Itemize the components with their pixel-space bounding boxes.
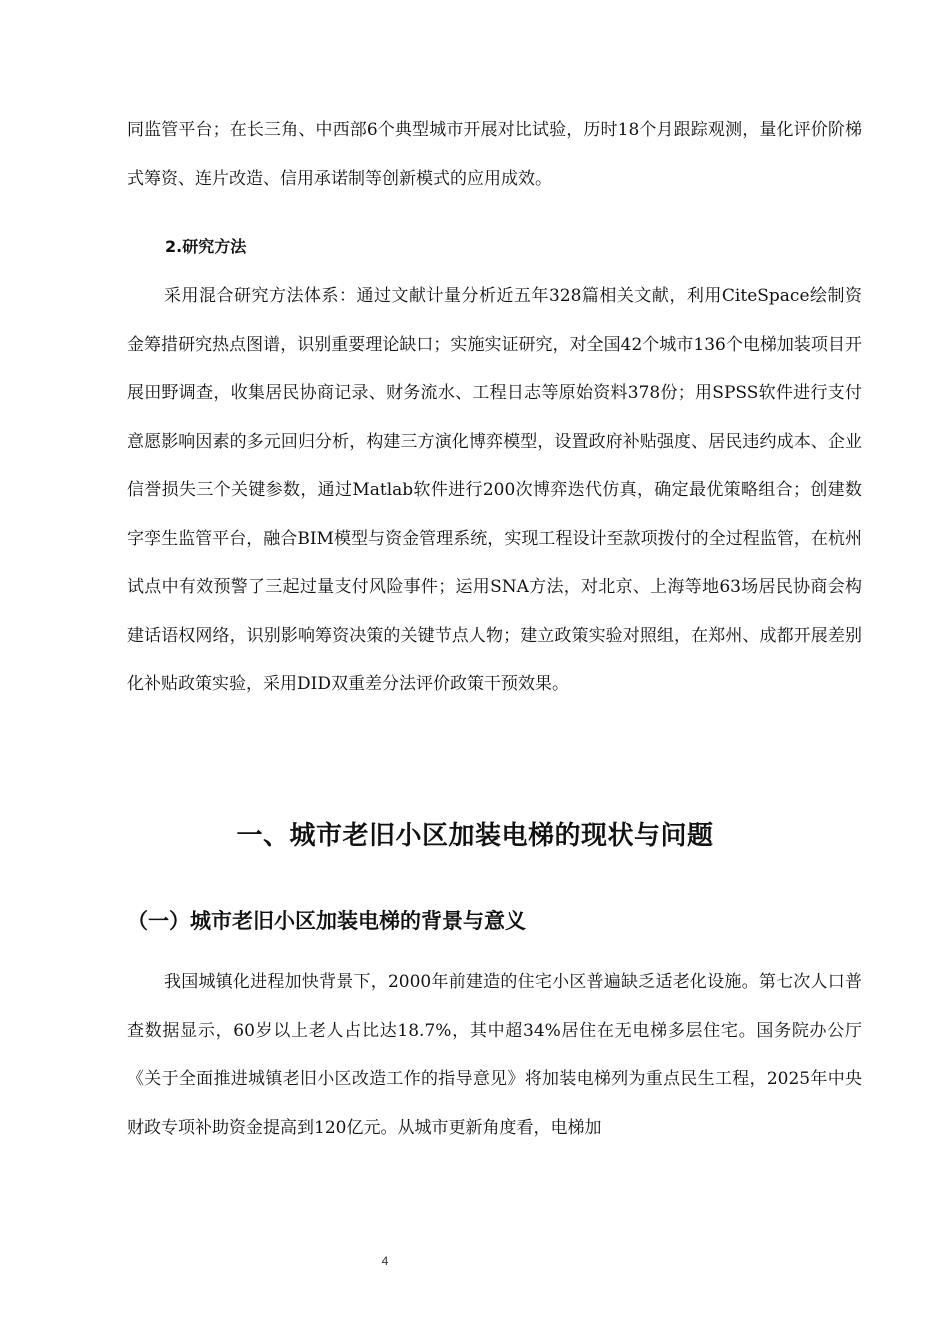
intro-paragraph-tail: 同监管平台；在长三角、中西部6个典型城市开展对比试验，历时18个月跟踪观测，量化评价阶梯式筹资、连片改造、信用承诺制等创新模式的应用成效。: [127, 120, 862, 189]
methods-heading: 2.研究方法: [165, 237, 247, 256]
section-title: （一）城市老旧小区加装电梯的背景与意义: [127, 909, 526, 933]
chapter-title: 一、城市老旧小区加装电梯的现状与问题: [236, 821, 714, 851]
page-number: 4: [381, 1254, 389, 1268]
methods-paragraph: 采用混合研究方法体系：通过文献计量分析近五年328篇相关文献，利用CiteSpace绘制资金筹措研究热点图谱，识别重要理论缺口；实施实证研究，对全国42个城市136个电梯加装项目开展田野调查，收集居民协商记录、财务流水、工程日志等原始资料378份；用SPSS软件进行支付意愿影响因素的多元回归分析，构建三方演化博弈模型，设置政府补贴强度、居民违约成本、企业信誉损失三个关键参数，通过Matlab软件进行200次博弈迭代仿真，确定最优策略组合；创建数字孪生监管平台，融合BIM模型与资金管理系统，实现工程设计至款项拨付的全过程监管，在杭州试点中有效预警了三起过量支付风险事件；运用SNA方法，对北京、上海等地63场居民协商会构建话语权网络，识别影响筹资决策的关键节点人物；建立政策实验对照组，在郑州、成都开展差别化补贴政策实验，采用DID双重差分法评价政策干预效果。: [127, 286, 862, 694]
section-paragraph: 我国城镇化进程加快背景下，2000年前建造的住宅小区普遍缺乏适老化设施。第七次人口普查数据显示，60岁以上老人占比达18.7%，其中超34%居住在无电梯多层住宅。国务院办公厅《关于全面推进城镇老旧小区改造工作的指导意见》将加装电梯列为重点民生工程，2025年中央财政专项补助资金提高到120亿元。从城市更新角度看，电梯加: [127, 972, 862, 1138]
